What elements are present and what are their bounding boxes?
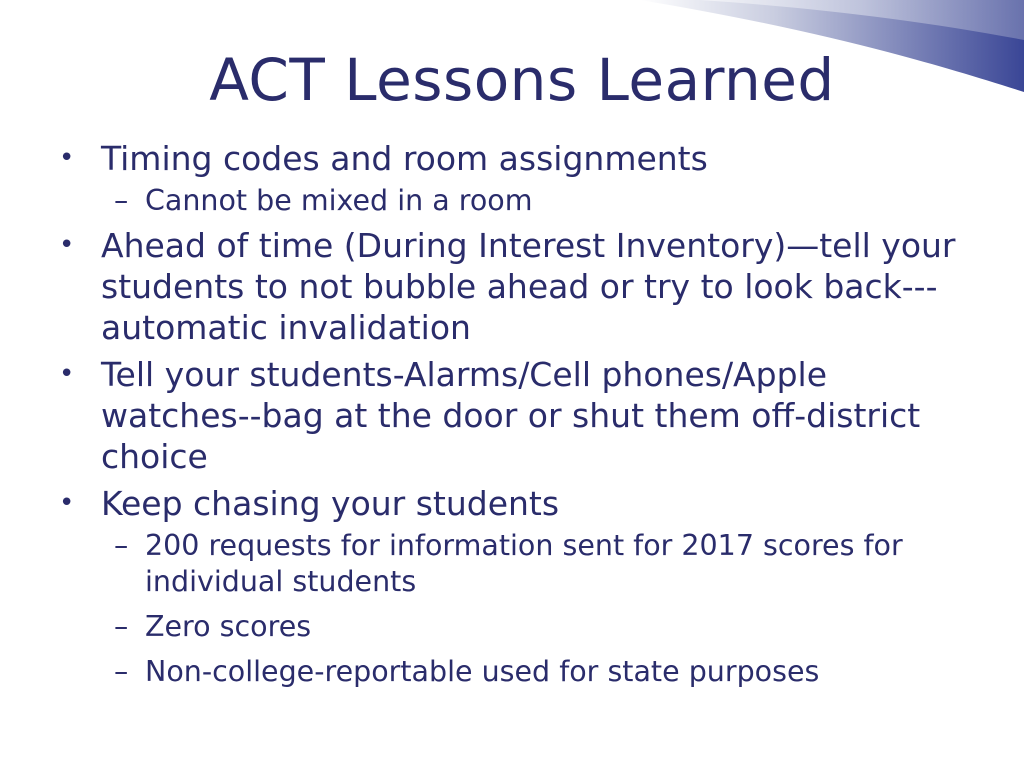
- sub-item-text: Zero scores: [145, 610, 312, 643]
- bullet-dot-icon: •: [59, 488, 75, 518]
- sub-item-text: Non-college-reportable used for state purposes: [145, 655, 820, 688]
- bullet-item-keep-chasing: [56, 483, 986, 690]
- bullet-text: Ahead of time (During Interest Inventory)—tell your students to not bubble ahead or try to look back---automatic invalidation: [101, 226, 956, 347]
- bullet-dot-icon: •: [59, 230, 75, 260]
- dash-icon: –: [114, 610, 129, 643]
- sub-item-text: Cannot be mixed in a room: [145, 184, 533, 217]
- bullet-text: Keep chasing your students: [101, 484, 560, 523]
- dash-icon: –: [114, 529, 129, 562]
- sub-item-text: 200 requests for information sent for 2017 scores for individual students: [145, 529, 903, 598]
- bullet-list: [56, 138, 986, 699]
- sub-item: [101, 528, 986, 600]
- sub-item: [101, 183, 986, 219]
- bullet-item-ahead-of-time: [56, 225, 986, 348]
- bullet-text: Timing codes and room assignments: [101, 139, 708, 178]
- sub-list: [101, 528, 986, 690]
- dash-icon: –: [114, 184, 129, 217]
- sub-list: [101, 183, 986, 219]
- bullet-item-tell-students: [56, 354, 986, 477]
- bullet-item-timing-codes: [56, 138, 986, 219]
- bullet-text: Tell your students-Alarms/Cell phones/Apple watches--bag at the door or shut them off-district choice: [101, 355, 921, 476]
- bullet-dot-icon: •: [59, 359, 75, 389]
- sub-item: [101, 609, 986, 645]
- slide-title: ACT Lessons Learned: [209, 46, 835, 114]
- dash-icon: –: [114, 655, 129, 688]
- sub-item: [101, 654, 986, 690]
- bullet-dot-icon: •: [59, 143, 75, 173]
